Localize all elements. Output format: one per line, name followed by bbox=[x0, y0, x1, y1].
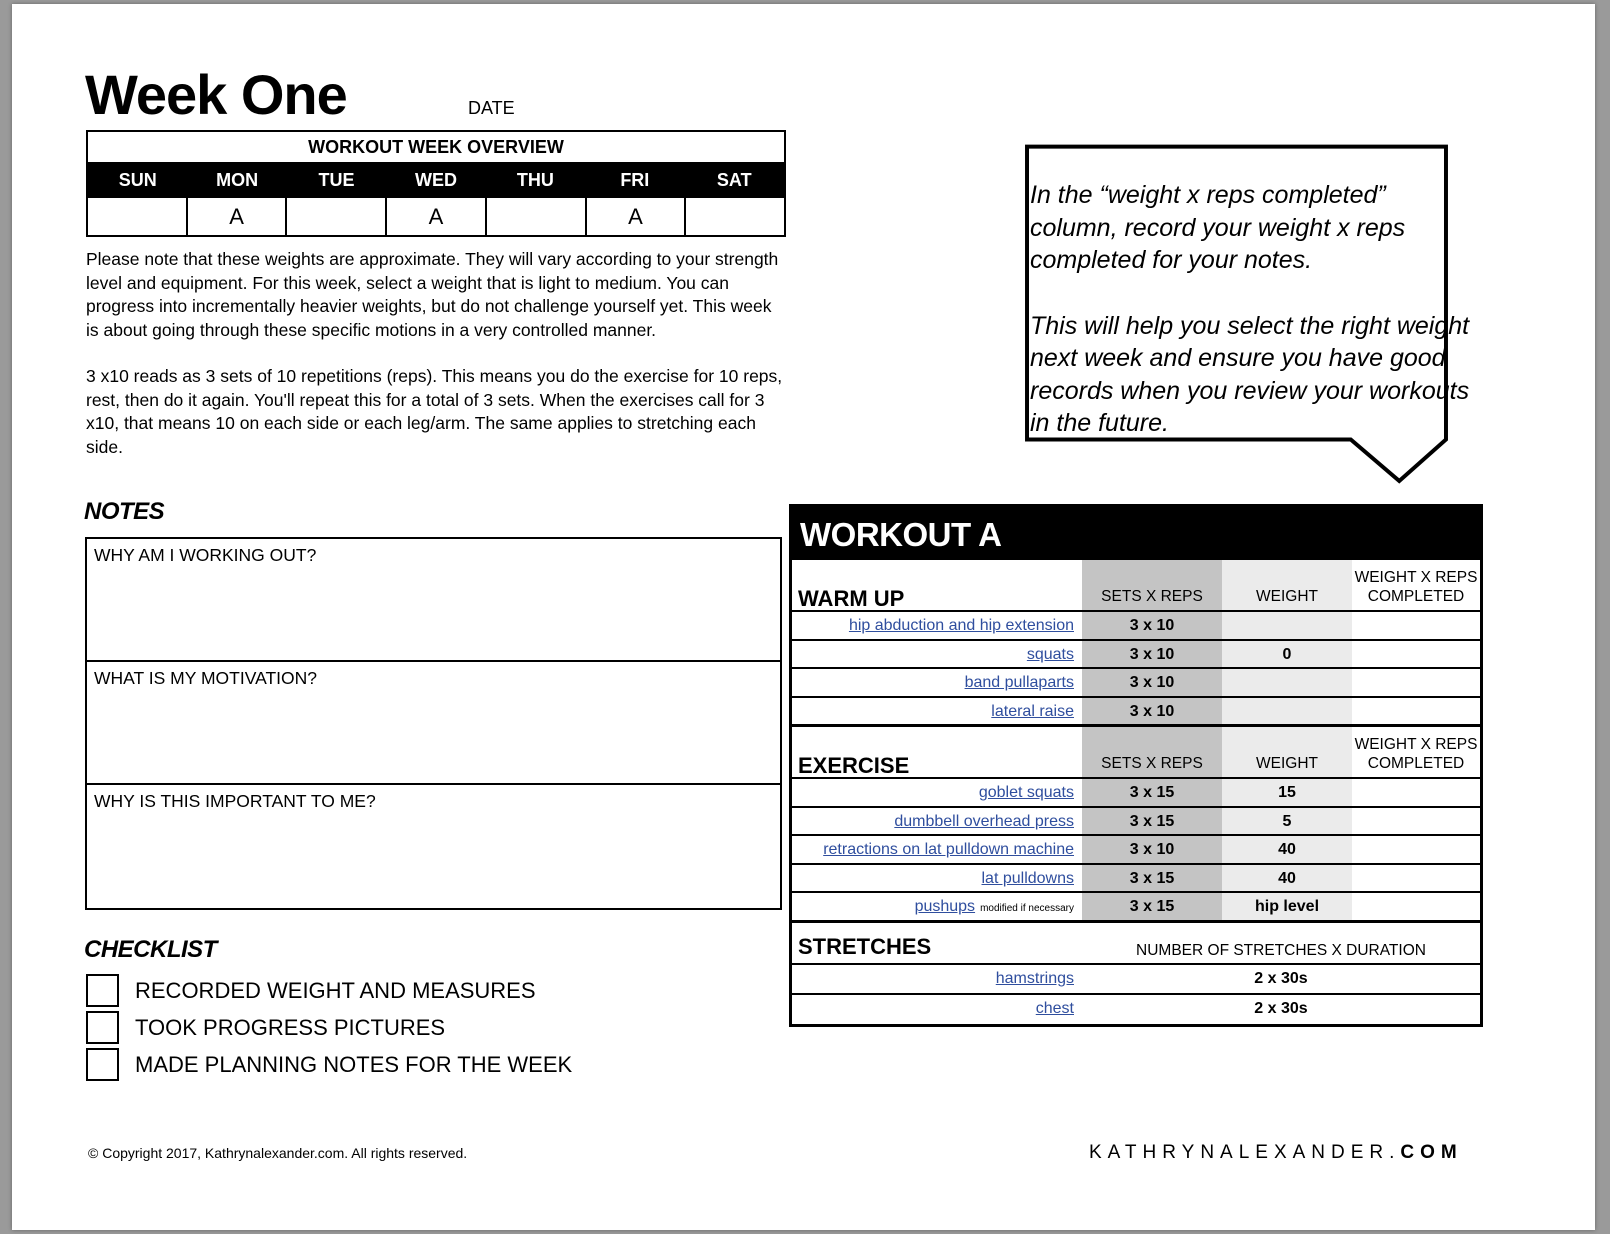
exercise-section bbox=[792, 727, 1480, 923]
sets-reps-cell: 3 x 10 bbox=[1082, 639, 1222, 668]
weight-cell[interactable]: 40 bbox=[1222, 863, 1352, 892]
exercise-link[interactable]: lateral raise bbox=[792, 696, 1082, 725]
duration-heading-cell bbox=[1082, 923, 1480, 963]
notes-box bbox=[85, 537, 782, 910]
col-completed-line1: WEIGHT X REPS bbox=[1354, 736, 1478, 753]
day-fri: FRI bbox=[620, 170, 650, 190]
completed-cell[interactable] bbox=[1352, 806, 1480, 835]
note-field-why-working-out[interactable] bbox=[87, 539, 780, 662]
checkbox[interactable] bbox=[86, 1048, 119, 1081]
intro-text bbox=[86, 248, 786, 482]
notes-heading: NOTES bbox=[84, 498, 165, 525]
col-completed bbox=[1352, 560, 1480, 610]
checklist-label: MADE PLANNING NOTES FOR THE WEEK bbox=[135, 1051, 573, 1077]
stretches-heading: STRETCHES bbox=[798, 933, 932, 959]
checklist bbox=[86, 972, 572, 1083]
col-weight: WEIGHT bbox=[1222, 727, 1352, 777]
col-completed-line2: COMPLETED bbox=[1367, 588, 1465, 605]
sets-reps-cell: 3 x 15 bbox=[1082, 891, 1222, 920]
exercise-link[interactable]: pushups modified if necessary bbox=[792, 891, 1082, 920]
completed-cell[interactable] bbox=[1352, 891, 1480, 920]
checkbox[interactable] bbox=[86, 974, 119, 1007]
checklist-item bbox=[86, 1046, 572, 1083]
day-thu: THU bbox=[516, 170, 554, 190]
col-sets-reps: SETS X REPS bbox=[1082, 560, 1222, 610]
duration-cell: 2 x 30s bbox=[1082, 963, 1480, 994]
exercise-link[interactable]: goblet squats bbox=[792, 777, 1082, 806]
weight-cell[interactable]: 0 bbox=[1222, 639, 1352, 668]
overview-title: WORKOUT WEEK OVERVIEW bbox=[308, 137, 564, 157]
completed-cell[interactable] bbox=[1352, 610, 1480, 639]
stretches-heading-cell bbox=[792, 923, 1082, 963]
note-prompt: WHY AM I WORKING OUT? bbox=[94, 545, 317, 565]
sets-reps-cell: 3 x 10 bbox=[1082, 696, 1222, 725]
warmup-heading: WARM UP bbox=[798, 586, 905, 611]
bubble-paragraph-record: In the “weight x reps completed” column, record your weight x reps completed for your notes. bbox=[1030, 181, 1406, 274]
checklist-item bbox=[86, 1009, 572, 1046]
sets-reps-cell: 3 x 15 bbox=[1082, 806, 1222, 835]
brand-tld: COM bbox=[1400, 1142, 1463, 1163]
col-completed-line2: COMPLETED bbox=[1367, 755, 1465, 772]
sets-reps-cell: 3 x 10 bbox=[1082, 667, 1222, 696]
weight-cell[interactable] bbox=[1222, 667, 1352, 696]
completed-cell[interactable] bbox=[1352, 777, 1480, 806]
note-field-motivation[interactable] bbox=[87, 662, 780, 785]
worksheet-page bbox=[12, 4, 1595, 1230]
speech-bubble-text bbox=[1030, 179, 1470, 473]
workout-title: WORKOUT A bbox=[792, 507, 1480, 560]
page-title: Week One bbox=[85, 63, 347, 126]
completed-cell[interactable] bbox=[1352, 667, 1480, 696]
day-sat: SAT bbox=[716, 170, 752, 190]
duration-cell: 2 x 30s bbox=[1082, 993, 1480, 1024]
sets-reps-cell: 3 x 15 bbox=[1082, 777, 1222, 806]
mark-mon[interactable]: A bbox=[188, 198, 288, 235]
weight-cell[interactable]: 40 bbox=[1222, 834, 1352, 863]
day-wed: WED bbox=[414, 170, 457, 190]
exercise-note: modified if necessary bbox=[980, 903, 1074, 914]
col-completed-line1: WEIGHT X REPS bbox=[1354, 569, 1478, 586]
checklist-label: RECORDED WEIGHT AND MEASURES bbox=[135, 977, 536, 1003]
workout-table bbox=[789, 504, 1483, 1027]
bubble-paragraph-help: This will help you select the right weight next week and ensure you have good records when you review your workouts in the future. bbox=[1030, 311, 1470, 437]
overview-marks-row bbox=[88, 198, 784, 235]
intro-paragraph-weights: Please note that these weights are approximate. They will vary according to your strength level and equipment. For this week, select a weight that is light to medium. You can progress into incrementally heavier weights, but do not challenge yourself yet. This week is about going through these specific motions in a very controlled manner. bbox=[86, 249, 779, 340]
completed-cell[interactable] bbox=[1352, 863, 1480, 892]
stretch-link[interactable]: hamstrings bbox=[792, 963, 1082, 994]
mark-sun[interactable] bbox=[88, 198, 188, 235]
exercise-link[interactable]: band pullaparts bbox=[792, 667, 1082, 696]
weight-cell[interactable]: 15 bbox=[1222, 777, 1352, 806]
date-label: DATE bbox=[468, 98, 515, 118]
note-prompt: WHY IS THIS IMPORTANT TO ME? bbox=[94, 791, 376, 811]
checklist-heading: CHECKLIST bbox=[84, 936, 217, 963]
day-sun: SUN bbox=[118, 170, 157, 190]
exercise-link[interactable]: retractions on lat pulldown machine bbox=[792, 834, 1082, 863]
copyright-text: © Copyright 2017, Kathrynalexander.com. All rights reserved. bbox=[88, 1145, 468, 1161]
brand-main: KATHRYNALEXANDER. bbox=[1089, 1142, 1401, 1163]
stretch-link[interactable]: chest bbox=[792, 993, 1082, 1024]
mark-sat[interactable] bbox=[686, 198, 784, 235]
stretches-section bbox=[792, 923, 1480, 1024]
exercise-link[interactable]: squats bbox=[792, 639, 1082, 668]
completed-cell[interactable] bbox=[1352, 834, 1480, 863]
checklist-item bbox=[86, 972, 572, 1009]
sets-reps-cell: 3 x 10 bbox=[1082, 834, 1222, 863]
mark-fri[interactable]: A bbox=[587, 198, 687, 235]
day-tue: TUE bbox=[318, 170, 355, 190]
mark-thu[interactable] bbox=[487, 198, 587, 235]
overview-days-row bbox=[88, 162, 784, 198]
note-field-importance[interactable] bbox=[87, 785, 780, 908]
workout-week-overview bbox=[86, 130, 786, 237]
mark-tue[interactable] bbox=[287, 198, 387, 235]
brand-wordmark bbox=[1089, 1142, 1463, 1164]
weight-cell[interactable] bbox=[1222, 610, 1352, 639]
checkbox[interactable] bbox=[86, 1011, 119, 1044]
exercise-heading: EXERCISE bbox=[798, 753, 910, 778]
sets-reps-cell: 3 x 15 bbox=[1082, 863, 1222, 892]
exercise-link[interactable]: hip abduction and hip extension bbox=[792, 610, 1082, 639]
intro-paragraph-reps: 3 x10 reads as 3 sets of 10 repetitions (reps). This means you do the exercise for 10 reps, rest, then do it again. You'll repeat this for a total of 3 sets. When the exercises call for 3 x10, that means 10 on each side or each leg/arm. The same applies to stretching each side. bbox=[86, 366, 783, 457]
col-weight: WEIGHT bbox=[1222, 560, 1352, 610]
sets-reps-cell: 3 x 10 bbox=[1082, 610, 1222, 639]
completed-cell[interactable] bbox=[1352, 639, 1480, 668]
checklist-label: TOOK PROGRESS PICTURES bbox=[135, 1014, 446, 1040]
col-completed bbox=[1352, 727, 1480, 777]
col-sets-reps: SETS X REPS bbox=[1082, 727, 1222, 777]
weight-cell[interactable]: hip level bbox=[1222, 891, 1352, 920]
warmup-section bbox=[792, 560, 1480, 727]
note-prompt: WHAT IS MY MOTIVATION? bbox=[94, 668, 317, 688]
mark-wed[interactable]: A bbox=[387, 198, 487, 235]
exercise-link[interactable]: lat pulldowns bbox=[792, 863, 1082, 892]
weight-cell[interactable] bbox=[1222, 696, 1352, 725]
exercise-link[interactable]: dumbbell overhead press bbox=[792, 806, 1082, 835]
col-duration: NUMBER OF STRETCHES X DURATION bbox=[1136, 941, 1426, 959]
weight-cell[interactable]: 5 bbox=[1222, 806, 1352, 835]
day-mon: MON bbox=[216, 170, 259, 190]
completed-cell[interactable] bbox=[1352, 696, 1480, 725]
